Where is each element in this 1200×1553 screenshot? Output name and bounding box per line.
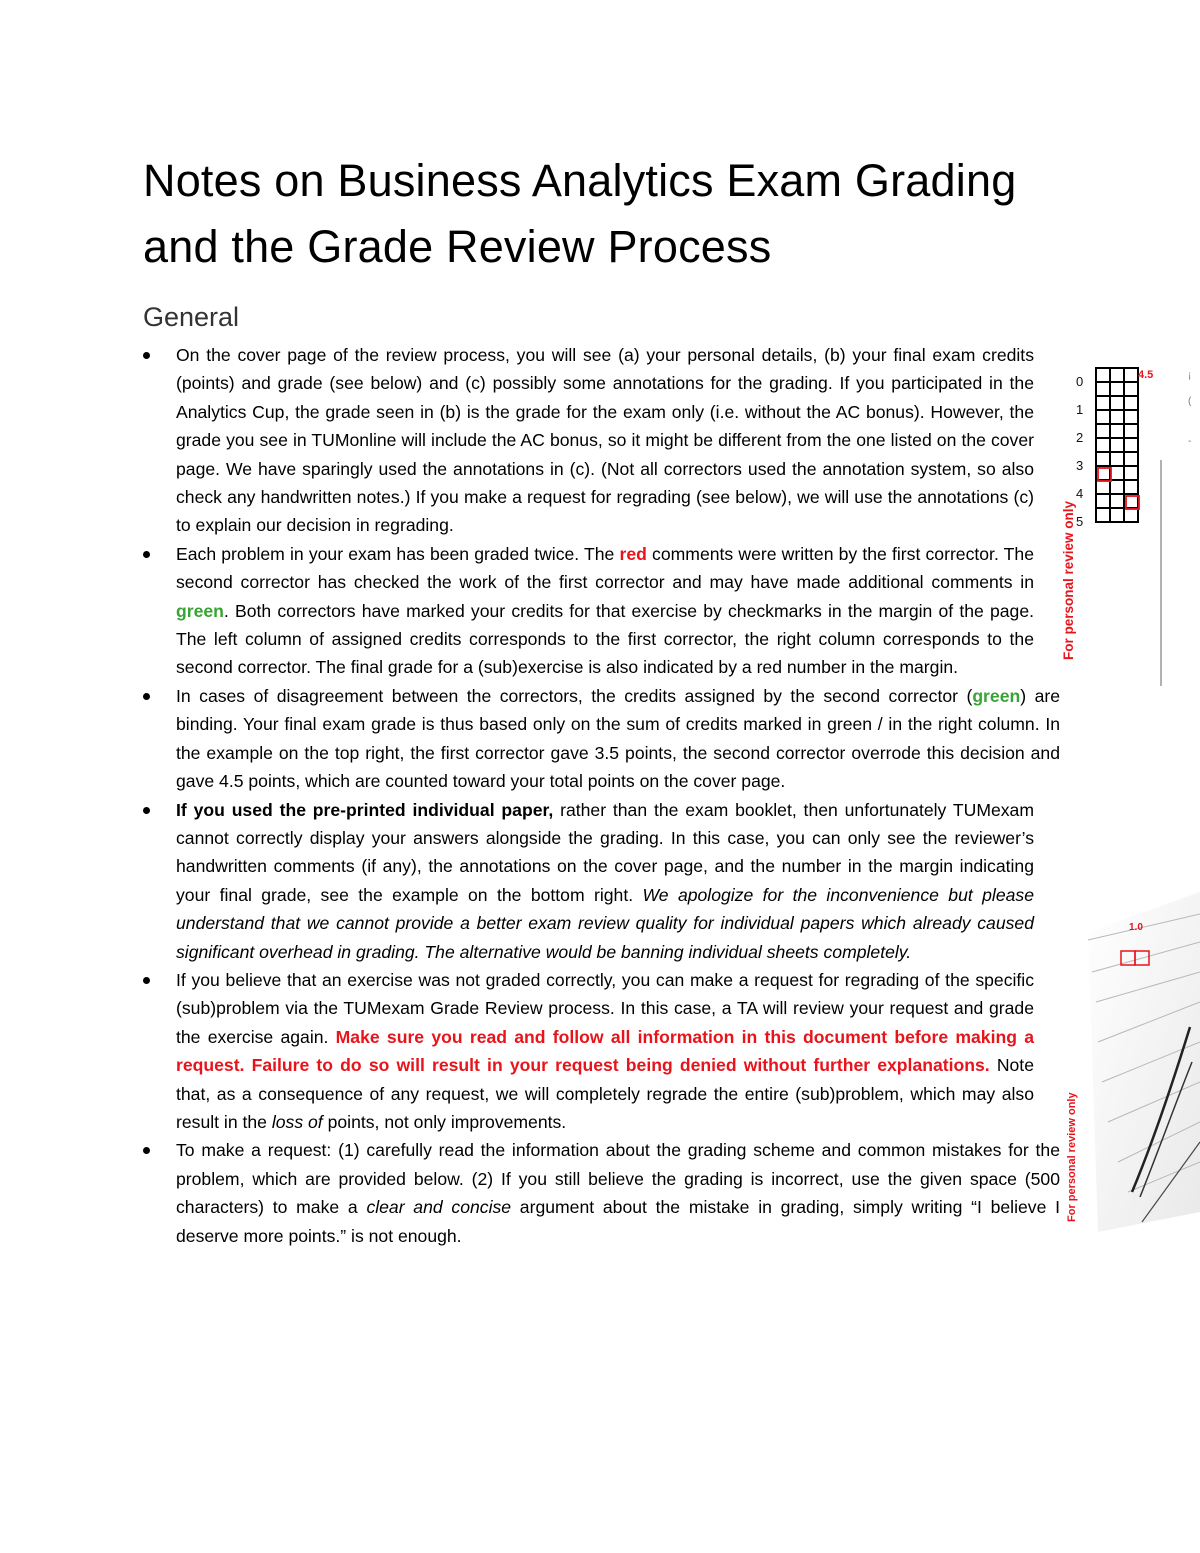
bullet-item: [0, 682, 1070, 796]
section-heading: General: [143, 302, 240, 332]
bullet-text: argument about the mistake in grading, simply writing “I believe I deserve more points.” is not enough.: [176, 1197, 1060, 1246]
grid-cell: [1124, 480, 1138, 494]
bullet-dot: [143, 693, 150, 700]
bullet-text: rather than the exam booklet, then unfortunately TUMexam cannot correctly display your answers alongside the grading. In this case, you can only see the reviewer’s handwritten comments (if any), the annotations on the cover page, and the number in the margin indicating your final grade, see the example on the bottom right.: [176, 799, 1034, 905]
grid-cell: [1096, 368, 1110, 382]
bullet-item: [0, 1136, 1070, 1250]
grid-cell: [1110, 368, 1124, 382]
bullet-dot: [143, 1147, 150, 1154]
scanned-paper-shading: [1088, 892, 1200, 1232]
grid-cell: [1124, 508, 1138, 522]
grid-cell: [1096, 508, 1110, 522]
bullet-item: [0, 341, 1070, 540]
grid-cell: [1110, 466, 1124, 480]
bullet-text: To make a request: (1) carefully read the information about the grading scheme and common mistakes for the problem, which are provided below. (2) If you still believe the grading is incorrect, use the given space (500 characters) to make a: [176, 1140, 1060, 1218]
row-label: 2: [1076, 430, 1084, 445]
row-label: 3: [1076, 458, 1084, 473]
green-keyword: green: [972, 685, 1021, 706]
cropped-mark: -: [1188, 436, 1192, 447]
personal-review-label: For personal review only: [1061, 500, 1076, 660]
bullet-text: In cases of disagreement between the correctors, the credits assigned by the second corrector (: [176, 685, 973, 706]
grid-cell: [1096, 438, 1110, 452]
bullet-text: Each problem in your exam has been graded twice. The: [176, 543, 620, 564]
grid-cell: [1124, 452, 1138, 466]
row-label: 5: [1076, 514, 1084, 529]
bullet-text: ) are binding. Your final exam grade is thus based only on the sum of credits marked in green / in the right column. In the example on the top right, the first corrector gave 3.5 points, the second corrector overrode this decision and gave 4.5 points, which are counted toward your total points on the cover page.: [176, 685, 1060, 792]
grid-cell: [1110, 396, 1124, 410]
italic-text: loss of: [271, 1111, 323, 1132]
grid-cell: [1110, 410, 1124, 424]
cropped-mark: ¡: [1188, 370, 1192, 381]
bullet-dot: [143, 352, 150, 359]
bullet-item: [0, 796, 1070, 966]
grid-cell: [1110, 382, 1124, 396]
red-keyword: red: [619, 543, 647, 564]
score-label: 4.5: [1138, 369, 1154, 381]
score-label: 1.0: [1129, 922, 1143, 933]
row-label: 0: [1076, 374, 1084, 389]
grid-cell: [1124, 410, 1138, 424]
grid-cell: [1096, 382, 1110, 396]
grid-cell: [1096, 424, 1110, 438]
cropped-mark: (: [1188, 396, 1192, 407]
bullet-text: points, not only improvements.: [322, 1111, 567, 1132]
grid-cell: [1096, 396, 1110, 410]
row-labels: [1076, 374, 1083, 529]
grid-cell: [1096, 410, 1110, 424]
grid-cell: [1124, 424, 1138, 438]
green-keyword: green: [176, 600, 224, 621]
bullet-dot: [143, 551, 150, 558]
warning-text: Make sure you read and follow all information in this document before making a request. Failure to do so will result in your request being denied without further explanations.: [176, 1026, 1034, 1076]
grid-cell: [1110, 494, 1124, 508]
grid-cell: [1110, 424, 1124, 438]
bullet-text: On the cover page of the review process, you will see (a) your personal details, (b) your final exam credits (points) and grade (see below) and (c) possibly some annotations for the grading. If you participated in the Analytics Cup, the grade seen in (b) is the grade for the exam only (i.e. without the AC bonus). However, the grade you see in TUMonline will include the AC bonus, so it might be different from the one listed on the cover page. We have sparingly used the annotations in (c). (Not all correctors used the annotation system, so also check any handwritten notes.) If you make a request for regrading (see below), we will use the annotations (c) to explain our decision in regrading.: [176, 345, 1034, 536]
grid-cell: [1110, 438, 1124, 452]
bullet-dot: [143, 977, 150, 984]
grid-cell: [1096, 494, 1110, 508]
row-label: 4: [1076, 486, 1084, 501]
document-title: Notes on Business Analytics Exam Grading and the Grade Review Process: [143, 155, 1017, 272]
bullet-text: comments were written by the first corrector. The second corrector has checked the work of the first corrector and may have made additional comments in: [176, 543, 1034, 593]
grading-margin-example: [1056, 360, 1200, 690]
grid-cell: [1110, 480, 1124, 494]
personal-review-label: For personal review only: [1066, 1092, 1078, 1222]
row-label: 1: [1076, 402, 1084, 417]
grid-cell: [1110, 452, 1124, 466]
grid-cell: [1124, 466, 1138, 480]
bullet-text: If you believe that an exercise was not graded correctly, you can make a request for regrading of the specific (sub)problem via the TUMexam Grade Review process. In this case, a TA will review your request and grade the exercise again.: [176, 969, 1034, 1047]
grid-cell: [1124, 438, 1138, 452]
italic-text: clear and concise: [366, 1197, 512, 1218]
bullet-item: [0, 966, 1070, 1136]
bullet-text: . Both correctors have marked your credits for that exercise by checkmarks in the margin of the page. The left column of assigned credits corresponds to the first corrector, the right column corresponds to the second corrector. The final grade for a (sub)exercise is also indicated by a red number in the margin.: [176, 600, 1034, 678]
bullet-text: Note that, as a consequence of any request, we will completely regrade the entire (sub)problem, which may also result in the: [176, 1055, 1034, 1132]
individual-paper-example: [1058, 892, 1200, 1232]
bullet-list: [0, 341, 1070, 1250]
grid-cell: [1124, 382, 1138, 396]
bold-lead: If you used the pre-printed individual paper,: [176, 799, 554, 820]
grid-cell: [1124, 396, 1138, 410]
grid-cell: [1110, 508, 1124, 522]
checkbox-grid: [1096, 368, 1139, 522]
grid-cell: [1124, 368, 1138, 382]
bullet-dot: [143, 807, 150, 814]
grid-cell: [1096, 452, 1110, 466]
apology-note: We apologize for the inconvenience but please understand that we cannot provide a better exam review quality for individual papers which already caused significant overhead in grading. The alternative would be banning individual sheets completely.: [176, 884, 1034, 962]
grid-cell: [1096, 480, 1110, 494]
bullet-item: [0, 540, 1070, 682]
